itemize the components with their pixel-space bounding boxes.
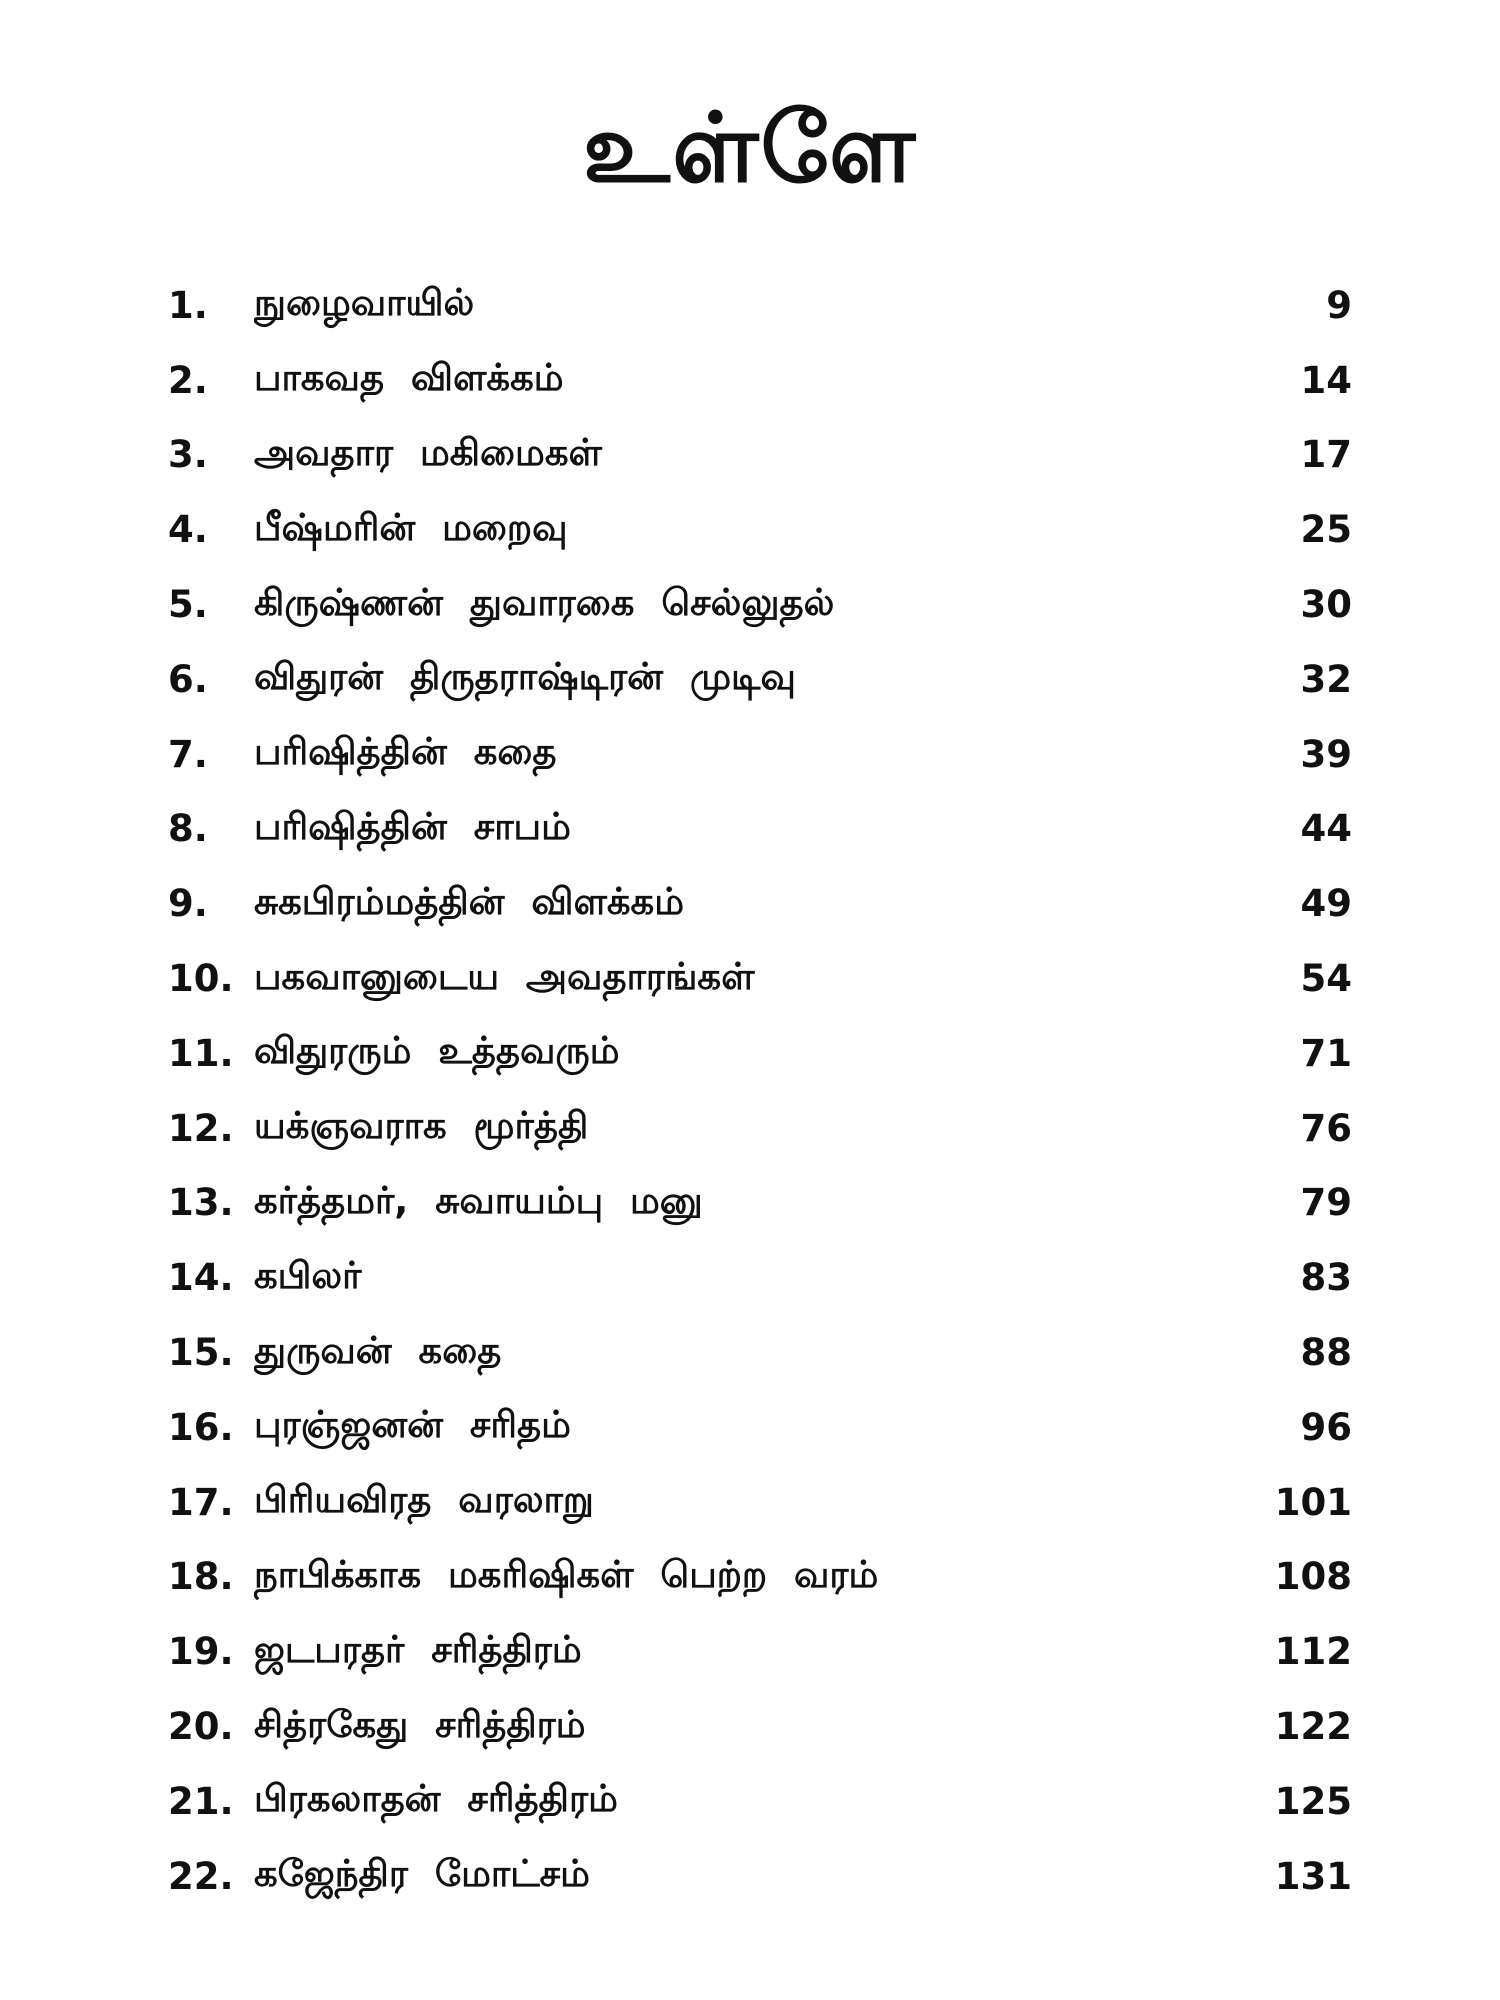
toc-entry-number: 14. (168, 1256, 234, 1300)
toc-entry (168, 418, 1352, 493)
toc-entry (168, 1614, 1352, 1689)
toc-entry-page-number: 54 (1300, 957, 1352, 1001)
toc-entry-page-number: 88 (1300, 1331, 1352, 1375)
toc-entry-title: பரிஷித்தின் கதை (254, 730, 557, 774)
toc-entry (168, 567, 1352, 642)
toc-entry-title: பிரகலாதன் சரித்திரம் (254, 1777, 618, 1821)
toc-entry-number: 16. (168, 1405, 234, 1449)
toc-entry-page-number: 131 (1274, 1854, 1352, 1898)
toc-entry-title: நாபிக்காக மகரிஷிகள் பெற்ற வரம் (254, 1552, 879, 1596)
toc-entry-number: 7. (168, 732, 208, 776)
toc-entry-number: 19. (168, 1630, 234, 1674)
toc-entry-title: கஜேந்திர மோட்சம் (254, 1852, 590, 1896)
toc-entry-page-number: 112 (1274, 1630, 1352, 1674)
toc-entry-page-number: 39 (1300, 732, 1352, 776)
toc-entry-title: யக்ஞவராக மூர்த்தி (254, 1104, 589, 1148)
toc-entry-page-number: 96 (1300, 1405, 1352, 1449)
toc-entry (168, 941, 1352, 1016)
toc-entry-number: 18. (168, 1555, 234, 1599)
toc-entry-title: ஜடபரதர் சரித்திரம் (254, 1627, 582, 1671)
toc-entry (168, 492, 1352, 567)
toc-entry (168, 1465, 1352, 1540)
toc-entry (168, 642, 1352, 717)
toc-entry (168, 717, 1352, 792)
toc-entry (168, 792, 1352, 867)
toc-entry-title: பகவானுடைய அவதாரங்கள் (254, 954, 755, 998)
toc-entry-title: சித்ரகேது சரித்திரம் (254, 1702, 586, 1746)
toc-entry-number: 11. (168, 1031, 234, 1075)
toc-entry (168, 268, 1352, 343)
toc-entry-title: சுகபிரம்மத்தின் விளக்கம் (254, 879, 684, 923)
toc-entry (168, 1839, 1352, 1914)
toc-entry-number: 6. (168, 657, 208, 701)
toc-entry (168, 1016, 1352, 1091)
toc-entry (168, 1689, 1352, 1764)
toc-entry-title: புரஞ்ஜனன் சரிதம் (254, 1403, 571, 1447)
toc-entry-title: பரிஷித்தின் சாபம் (254, 804, 571, 848)
toc-entry-page-number: 79 (1300, 1181, 1352, 1225)
toc-entry-number: 1. (168, 283, 208, 327)
toc-entry-title: பீஷ்மரின் மறைவு (254, 505, 568, 549)
toc-entry-page-number: 32 (1300, 657, 1352, 701)
toc-entry-page-number: 101 (1274, 1480, 1352, 1524)
toc-entry-title: பிரியவிரத வரலாறு (254, 1478, 594, 1522)
toc-entry-number: 12. (168, 1106, 234, 1150)
toc-entry-page-number: 122 (1274, 1705, 1352, 1749)
toc-entry-number: 13. (168, 1181, 234, 1225)
toc-entry (168, 1091, 1352, 1166)
toc-entry (168, 866, 1352, 941)
toc-entry (168, 1540, 1352, 1615)
toc-entry-number: 9. (168, 882, 208, 926)
toc-entry-title: நுழைவாயில் (254, 281, 475, 325)
toc-entry-page-number: 49 (1300, 882, 1352, 926)
toc-entry-number: 10. (168, 957, 234, 1001)
toc-entry-title: கபிலர் (254, 1253, 362, 1297)
toc-entry-number: 2. (168, 358, 208, 402)
toc-entry-page-number: 9 (1326, 283, 1352, 327)
toc-entry-title: கிருஷ்ணன் துவாரகை செல்லுதல் (254, 580, 835, 624)
toc-entry-title: கர்த்தமர், சுவாயம்பு மனு (254, 1178, 703, 1222)
toc-entry-title: விதுரரும் உத்தவரும் (254, 1029, 620, 1073)
toc-entry (168, 1764, 1352, 1839)
toc-entry-page-number: 25 (1300, 508, 1352, 552)
toc-entry-number: 21. (168, 1779, 234, 1823)
toc-entry-title: அவதார மகிமைகள் (254, 430, 602, 474)
toc-entry-page-number: 125 (1274, 1779, 1352, 1823)
toc-entry-title: பாகவத விளக்கம் (254, 356, 564, 400)
toc-entry (168, 1240, 1352, 1315)
toc-entry-page-number: 76 (1300, 1106, 1352, 1150)
toc-entry-page-number: 108 (1274, 1555, 1352, 1599)
toc-entry-number: 22. (168, 1854, 234, 1898)
toc-entry-number: 8. (168, 807, 208, 851)
toc-entry-title: விதுரன் திருதராஷ்டிரன் முடிவு (254, 655, 796, 699)
page-title: உள்ளே (582, 92, 918, 204)
toc-entry-page-number: 83 (1300, 1256, 1352, 1300)
table-of-contents (168, 268, 1352, 1914)
toc-entry-page-number: 14 (1300, 358, 1352, 402)
toc-entry-page-number: 17 (1300, 433, 1352, 477)
toc-entry-number: 15. (168, 1331, 234, 1375)
toc-entry-number: 4. (168, 508, 208, 552)
toc-entry-number: 20. (168, 1705, 234, 1749)
toc-entry (168, 343, 1352, 418)
toc-entry-page-number: 71 (1300, 1031, 1352, 1075)
toc-entry (168, 1166, 1352, 1241)
toc-entry-number: 5. (168, 583, 208, 627)
toc-entry (168, 1390, 1352, 1465)
toc-entry (168, 1315, 1352, 1390)
toc-entry-number: 17. (168, 1480, 234, 1524)
toc-entry-number: 3. (168, 433, 208, 477)
toc-entry-page-number: 30 (1300, 583, 1352, 627)
toc-entry-title: துருவன் கதை (254, 1328, 502, 1372)
toc-entry-page-number: 44 (1300, 807, 1352, 851)
